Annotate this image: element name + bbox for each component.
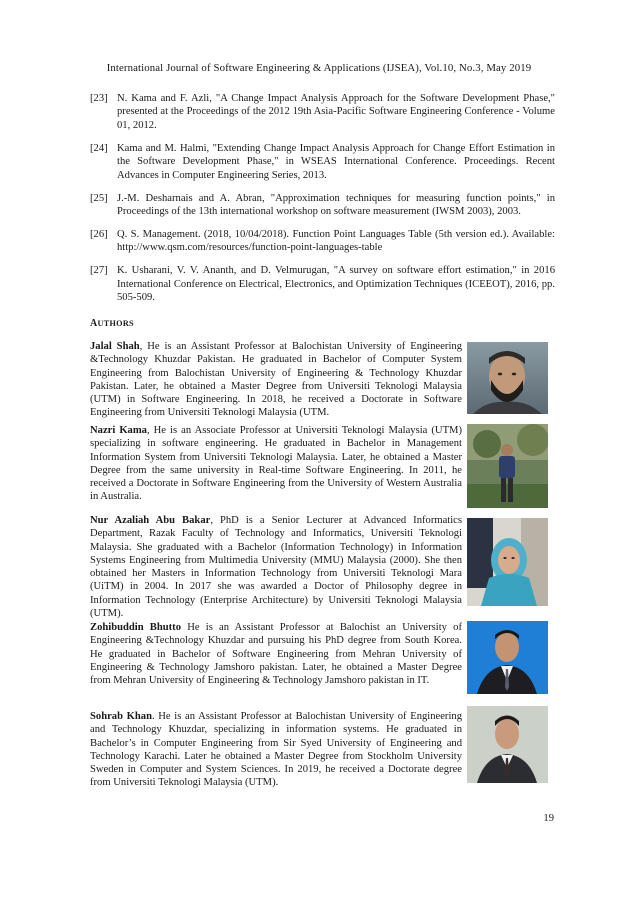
reference-item	[90, 228, 555, 255]
reference-number: [23]	[90, 93, 108, 104]
author-bio	[90, 424, 462, 504]
authors-heading-initial: A	[90, 318, 98, 329]
reference-item	[90, 192, 555, 219]
author-photo-jalal-shah	[467, 342, 548, 414]
author-photo-sohrab-khan	[467, 706, 548, 783]
authors-heading-rest: UTHORS	[97, 319, 134, 328]
author-name: Sohrab Khan	[90, 711, 152, 722]
reference-item	[90, 142, 555, 182]
references-list	[90, 92, 555, 314]
reference-text: J.-M. Desharnais and A. Abran, "Approximation techniques for measuring function points," in Proceedings of the 13th international workshop on software measurement (IWSM 2003), 2003.	[117, 192, 555, 218]
reference-number: [24]	[90, 142, 108, 154]
author-bio	[90, 514, 462, 620]
reference-text: Kama and M. Halmi, "Extending Change Impact Analysis Approach for Change Effort Estimation in the Software Development Phase," in WSEAS International Conference. Proceedings. Recent Advances in Computer Engineering Series, 2013.	[117, 142, 555, 181]
author-bio	[90, 710, 462, 790]
author-text: . He is an Assistant Professor at Balochistan University of Engineering and Technology Khuzdar, specializing in information systems. He graduated in Bachelor’s in Computer Engineering from Sir Syed University of Engineering and Technology Karachi. Later he obtained a Master Degree from Stockholm University Sweden in Computer and System Sciences. In 2019, he received a Doctorate degree from Universiti Teknologi Malaysia (UTM).	[90, 711, 462, 789]
reference-text: K. Usharani, V. V. Ananth, and D. Velmurugan, "A survey on software effort estimation," in 2016 International Conference on Electrical, Electronics, and Optimization Techniques (ICEEOT), 2016, pp. 505-509.	[117, 265, 555, 304]
author-name: Nazri Kama	[90, 425, 147, 436]
reference-text: Q. S. Management. (2018, 10/04/2018). Function Point Languages Table (5th version ed.). Available: http://www.qsm.com/resources/function-point-languages-table	[117, 229, 555, 254]
reference-number: [26]	[90, 229, 108, 241]
reference-item	[90, 264, 555, 304]
journal-header: International Journal of Software Engineering & Applications (IJSEA), Vol.10, No.3, May 2019	[106, 62, 532, 74]
author-text: , He is an Associate Professor at Universiti Teknologi Malaysia (UTM) specializing in software engineering. He graduated in Bachelor in Management Information System from Universiti Teknologi Malaysia. Later, he obtained a Master Degree from the same university in Real-time Software Engineering. In 2011, he received a Doctorate in Software Engineering from the University of Western Australia in Australia.	[90, 425, 462, 503]
author-name: Zohibuddin Bhutto	[90, 622, 182, 633]
author-name: Jalal Shah	[90, 341, 140, 352]
author-photo-zohibuddin-bhutto	[467, 621, 548, 694]
author-text: , PhD is a Senior Lecturer at Advanced Informatics Department, Razak Faculty of Technology and Informatics, Universiti Teknologi Malaysia. She graduated with a Bachelor (Information Technology) in Information Systems Engineering from Multimedia University (MMU) Malaysia (2000). She then obtained her Masters in Information Technology from Universiti Teknologi Mara (UiTM) in 2004. In 2017 she was awarded a Doctor of Philosophy degree in Information Technology (Enterprise Architecture) by Universiti Teknologi Malaysia (UTM).	[90, 515, 463, 619]
author-bio	[90, 621, 462, 687]
author-text: He is an Assistant Professor at Balochist an University of Engineering &Technology Khuzdar and pursuing his PhD degree from South Korea. He graduated in Bachelor of Software Engineering from Mehran University of Engineering & Technology Jamshoro pakistan. Later, he obtained a Master Degree from Mehran University of Engineering & Technology Jamshoro pakistan in IT.	[90, 622, 463, 686]
author-bio	[90, 340, 462, 420]
reference-text: N. Kama and F. Azli, "A Change Impact Analysis Approach for the Software Development Phase," presented at the Proceedings of the 2012 19th Asia-Pacific Software Engineering Conference - Volume 01, 2012.	[117, 93, 555, 131]
reference-number: [27]	[90, 265, 108, 277]
author-text: , He is an Assistant Professor at Balochistan University of Engineering &Technology Khuzdar Pakistan. He graduated in Bachelor of Computer System Engineering from Balochistan University of Engineering & Technology Khuzdar Pakistan. Later, he obtained a Master Degree from Universiti Teknologi Malaysia (UTM) in Software Engineering. In 2018, he received a Doctorate in Software Engineering from Universiti Teknologi Malaysia (UTM.	[90, 341, 462, 419]
reference-item	[90, 92, 555, 132]
authors-heading	[90, 318, 134, 329]
author-photo-nur-azaliah-abu-bakar	[467, 518, 548, 606]
page-number: 19	[543, 813, 554, 824]
reference-number: [25]	[90, 192, 108, 204]
author-name: Nur Azaliah Abu Bakar	[90, 515, 211, 526]
author-photo-nazri-kama	[467, 424, 548, 508]
